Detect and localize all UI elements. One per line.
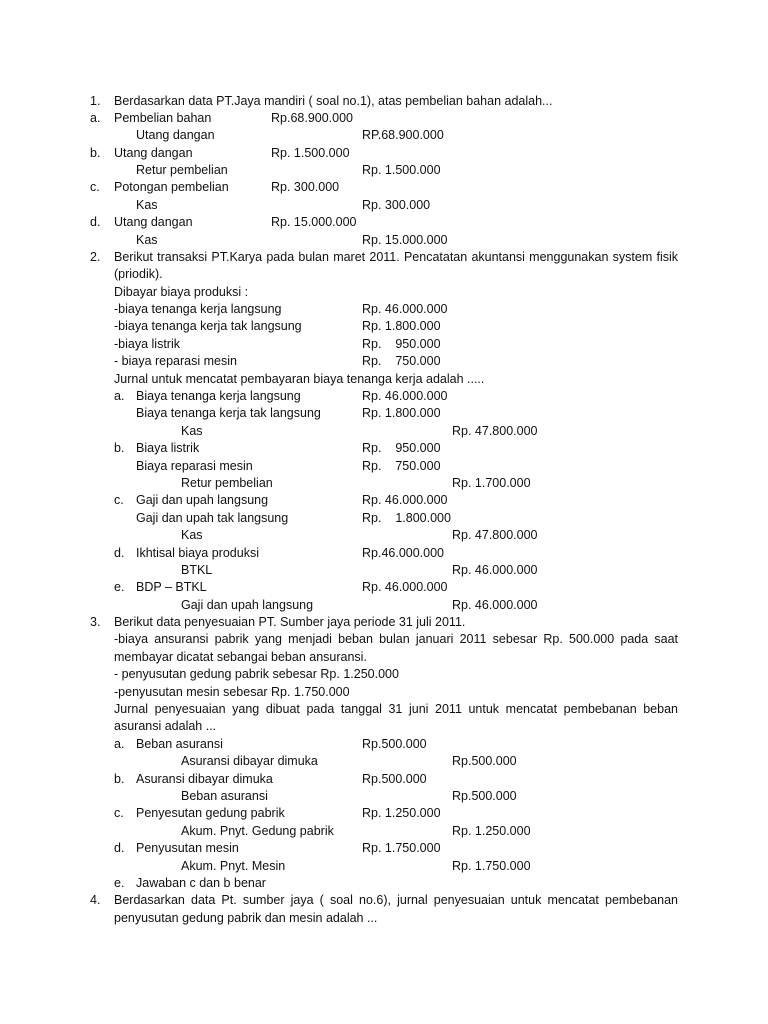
debit-amount: Rp. 950.000 xyxy=(362,441,441,455)
credit-account: Utang dangan xyxy=(136,128,215,142)
question-text: Berikut transaksi PT.Karya pada bulan maret 2011. Pencatatan akuntansi menggunakan system fisik xyxy=(114,250,678,264)
debit-account: Pembelian bahan xyxy=(114,111,212,125)
debit-account: Penyusutan mesin xyxy=(136,841,239,855)
option-label: c. xyxy=(114,806,124,820)
option-label: b. xyxy=(114,772,125,786)
credit-amount: Rp.500.000 xyxy=(452,754,517,768)
debit-amount: Rp. 46.000.000 xyxy=(362,493,448,507)
credit-account: Kas xyxy=(136,233,158,247)
question-text: - penyusutan gedung pabrik sebesar Rp. 1.250.000 xyxy=(114,667,399,681)
question-intro: Dibayar biaya produksi : xyxy=(114,285,249,299)
debit-account: Potongan pembelian xyxy=(114,180,229,194)
debit-amount: Rp.46.000.000 xyxy=(362,546,445,560)
credit-account: Akum. Pnyt. Mesin xyxy=(181,859,286,873)
credit-amount: Rp. 1.500.000 xyxy=(362,163,441,177)
debit-amount: Rp. 750.000 xyxy=(362,459,441,473)
credit-amount: Rp. 1.750.000 xyxy=(452,859,531,873)
credit-account: Gaji dan upah langsung xyxy=(181,598,314,612)
debit-account: Utang dangan xyxy=(114,215,193,229)
credit-account: Beban asuransi xyxy=(181,789,268,803)
cost-amount: Rp. 46.000.000 xyxy=(362,302,448,316)
option-label: b. xyxy=(90,146,101,160)
option-label: e. xyxy=(114,580,125,594)
debit-account: Gaji dan upah tak langsung xyxy=(136,511,289,525)
cost-amount: Rp. 750.000 xyxy=(362,354,441,368)
option-label: a. xyxy=(114,737,125,751)
question-number: 3. xyxy=(90,615,101,629)
question-text: penyusutan gedung pabrik dan mesin adalah ... xyxy=(114,911,378,925)
option-label: d. xyxy=(114,546,125,560)
debit-account: Ikhtisal biaya produksi xyxy=(136,546,259,560)
debit-account: Biaya tenanga kerja tak langsung xyxy=(136,406,321,420)
credit-amount: Rp. 47.800.000 xyxy=(452,424,538,438)
option-label: c. xyxy=(90,180,100,194)
credit-account: Asuransi dibayar dimuka xyxy=(181,754,318,768)
credit-account: Akum. Pnyt. Gedung pabrik xyxy=(181,824,334,838)
credit-account: Retur pembelian xyxy=(136,163,228,177)
question-text: asuransi adalah ... xyxy=(114,719,217,733)
question-text: -penyusutan mesin sebesar Rp. 1.750.000 xyxy=(114,685,350,699)
debit-account: Gaji dan upah langsung xyxy=(136,493,269,507)
debit-amount: Rp. 15.000.000 xyxy=(271,215,357,229)
question-prompt: Jurnal untuk mencatat pembayaran biaya tenanga kerja adalah ..... xyxy=(114,372,485,386)
option-label: a. xyxy=(114,389,125,403)
question-text: Berdasarkan data Pt. sumber jaya ( soal no.6), jurnal penyesuaian untuk mencatat pembebanan xyxy=(114,893,678,907)
debit-amount: Rp. 46.000.000 xyxy=(362,580,448,594)
debit-amount: Rp.500.000 xyxy=(362,737,427,751)
credit-amount: Rp.500.000 xyxy=(452,789,517,803)
credit-account: Kas xyxy=(181,424,203,438)
cost-name: -biaya listrik xyxy=(114,337,180,351)
debit-amount: Rp. 1.750.000 xyxy=(362,841,441,855)
credit-account: Retur pembelian xyxy=(181,476,273,490)
credit-amount: Rp. 47.800.000 xyxy=(452,528,538,542)
debit-amount: Rp.68.900.000 xyxy=(271,111,354,125)
debit-account: Asuransi dibayar dimuka xyxy=(136,772,273,786)
option-label: a. xyxy=(90,111,101,125)
debit-amount: Rp.500.000 xyxy=(362,772,427,786)
option-label: c. xyxy=(114,493,124,507)
option-text: Jawaban c dan b benar xyxy=(136,876,266,890)
debit-amount: Rp. 300.000 xyxy=(271,180,340,194)
debit-account: Biaya listrik xyxy=(136,441,200,455)
credit-amount: Rp. 1.250.000 xyxy=(452,824,531,838)
credit-amount: Rp. 46.000.000 xyxy=(452,563,538,577)
debit-amount: Rp. 1.800.000 xyxy=(362,406,441,420)
credit-amount: Rp. 300.000 xyxy=(362,198,431,212)
option-label: b. xyxy=(114,441,125,455)
debit-amount: Rp. 46.000.000 xyxy=(362,389,448,403)
cost-name: -biaya tenanga kerja tak langsung xyxy=(114,319,302,333)
credit-account: Kas xyxy=(181,528,203,542)
question-text: membayar dicatat sebangai beban ansuransi. xyxy=(114,650,367,664)
question-number: 4. xyxy=(90,893,101,907)
debit-amount: Rp. 1.800.000 xyxy=(362,511,451,525)
debit-amount: Rp. 1.500.000 xyxy=(271,146,350,160)
option-label: d. xyxy=(90,215,101,229)
question-text: (priodik). xyxy=(114,267,163,281)
question-text: Jurnal penyesuaian yang dibuat pada tanggal 31 juni 2011 untuk mencatat pembebanan beban xyxy=(114,702,678,716)
credit-account: BTKL xyxy=(181,563,213,577)
debit-account: Penyesutan gedung pabrik xyxy=(136,806,285,820)
credit-account: Kas xyxy=(136,198,158,212)
question-text: Berikut data penyesuaian PT. Sumber jaya periode 31 juli 2011. xyxy=(114,615,466,629)
question-number: 2. xyxy=(90,250,101,264)
credit-amount: Rp. 1.700.000 xyxy=(452,476,531,490)
debit-account: BDP – BTKL xyxy=(136,580,207,594)
debit-amount: Rp. 1.250.000 xyxy=(362,806,441,820)
cost-name: - biaya reparasi mesin xyxy=(114,354,237,368)
credit-amount: RP.68.900.000 xyxy=(362,128,444,142)
question-text: Berdasarkan data PT.Jaya mandiri ( soal no.1), atas pembelian bahan adalah... xyxy=(114,94,553,108)
debit-account: Biaya tenanga kerja langsung xyxy=(136,389,301,403)
question-text: -biaya ansuransi pabrik yang menjadi beban bulan januari 2011 sebesar Rp. 500.000 pada saat xyxy=(114,632,678,646)
option-label: e. xyxy=(114,876,125,890)
debit-account: Beban asuransi xyxy=(136,737,223,751)
debit-account: Utang dangan xyxy=(114,146,193,160)
cost-amount: Rp. 1.800.000 xyxy=(362,319,441,333)
debit-account: Biaya reparasi mesin xyxy=(136,459,253,473)
option-label: d. xyxy=(114,841,125,855)
cost-amount: Rp. 950.000 xyxy=(362,337,441,351)
question-number: 1. xyxy=(90,94,101,108)
cost-name: -biaya tenanga kerja langsung xyxy=(114,302,282,316)
credit-amount: Rp. 46.000.000 xyxy=(452,598,538,612)
credit-amount: Rp. 15.000.000 xyxy=(362,233,448,247)
